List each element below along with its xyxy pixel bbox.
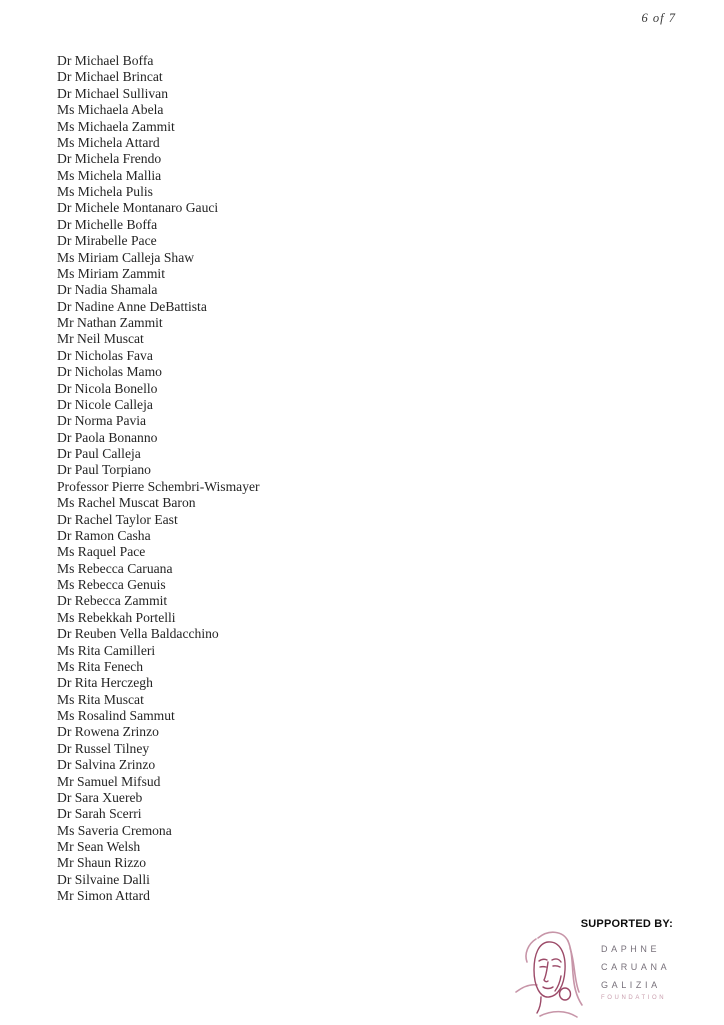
list-item: Ms Rebecca Caruana bbox=[57, 560, 173, 576]
daphne-portrait-icon bbox=[512, 928, 590, 1020]
list-item: Dr Michael Sullivan bbox=[57, 85, 168, 101]
list-item: Mr Sean Welsh bbox=[57, 839, 141, 854]
list-item: Mr Samuel Mifsud bbox=[57, 773, 161, 789]
logo-line-galizia: GALIZIA bbox=[601, 980, 661, 990]
list-item: Dr Silvaine Dalli bbox=[57, 871, 150, 887]
list-item: Dr Nicola Bonello bbox=[57, 380, 158, 396]
list-item: Ms Michela Mallia bbox=[57, 167, 162, 183]
list-item: Dr Rachel Taylor East bbox=[57, 511, 178, 527]
logo-line-foundation: FOUNDATION bbox=[601, 995, 667, 1001]
logo-line-caruana: CARUANA bbox=[601, 962, 671, 972]
list-item: Ms Rita Fenech bbox=[57, 658, 144, 674]
list-item: Ms Michaela Zammit bbox=[57, 118, 175, 134]
list-item: Ms Rachel Muscat Baron bbox=[57, 495, 196, 511]
list-item: Dr Rowena Zrinzo bbox=[57, 724, 159, 740]
list-item: Dr Sara Xuereb bbox=[57, 789, 143, 805]
list-item: Ms Michela Pulis bbox=[57, 184, 153, 199]
page-number: 6 of 7 bbox=[641, 11, 676, 25]
list-item: Dr Michele Montanaro Gauci bbox=[57, 200, 219, 216]
list-item: Ms Michela Attard bbox=[57, 134, 160, 150]
list-item: Dr Mirabelle Pace bbox=[57, 233, 157, 249]
list-item: Dr Nadia Shamala bbox=[57, 282, 158, 298]
list-item: Ms Saveria Cremona bbox=[57, 822, 172, 838]
list-item: Ms Raquel Pace bbox=[57, 544, 146, 560]
list-item: Mr Simon Attard bbox=[57, 888, 150, 904]
list-item: Dr Russel Tilney bbox=[57, 740, 150, 756]
list-item: Dr Nicholas Mamo bbox=[57, 364, 162, 380]
list-item: Dr Salvina Zrinzo bbox=[57, 757, 156, 773]
list-item: Dr Rita Herczegh bbox=[57, 675, 153, 691]
list-item: Dr Michael Brincat bbox=[57, 69, 163, 85]
list-item: Dr Sarah Scerri bbox=[57, 806, 142, 822]
list-item: Dr Nicholas Fava bbox=[57, 347, 153, 363]
logo-line-daphne: DAPHNE bbox=[601, 944, 661, 954]
list-item: Ms Miriam Calleja Shaw bbox=[57, 249, 195, 265]
list-item: Dr Michelle Boffa bbox=[57, 216, 158, 232]
list-item: Dr Reuben Vella Baldacchino bbox=[57, 626, 219, 642]
list-item: Mr Neil Muscat bbox=[57, 331, 144, 347]
list-item: Dr Paul Torpiano bbox=[57, 462, 151, 478]
list-item: Ms Rebecca Genuis bbox=[57, 577, 166, 592]
list-item: Dr Paola Bonanno bbox=[57, 429, 158, 445]
names-list bbox=[57, 53, 260, 905]
supported-by-label: SUPPORTED BY: bbox=[580, 918, 673, 930]
list-item: Ms Rebekkah Portelli bbox=[57, 609, 176, 625]
list-item: Professor Pierre Schembri-Wismayer bbox=[57, 478, 260, 494]
list-item: Ms Rosalind Sammut bbox=[57, 708, 175, 723]
list-item: Ms Rita Camilleri bbox=[57, 642, 156, 658]
foundation-logo-text bbox=[601, 940, 670, 1001]
list-item: Dr Ramon Casha bbox=[57, 527, 151, 543]
list-item: Ms Rita Muscat bbox=[57, 691, 144, 707]
list-item: Ms Michaela Abela bbox=[57, 102, 164, 118]
list-item: Dr Nadine Anne DeBattista bbox=[57, 298, 207, 314]
list-item: Dr Nicole Calleja bbox=[57, 396, 153, 412]
list-item: Ms Miriam Zammit bbox=[57, 265, 165, 281]
list-item: Dr Michael Boffa bbox=[57, 53, 154, 68]
list-item: Dr Rebecca Zammit bbox=[57, 593, 168, 609]
list-item: Dr Norma Pavia bbox=[57, 413, 147, 429]
list-item: Mr Shaun Rizzo bbox=[57, 855, 147, 871]
list-item: Dr Michela Frendo bbox=[57, 151, 162, 167]
list-item: Mr Nathan Zammit bbox=[57, 315, 163, 330]
list-item: Dr Paul Calleja bbox=[57, 446, 141, 461]
